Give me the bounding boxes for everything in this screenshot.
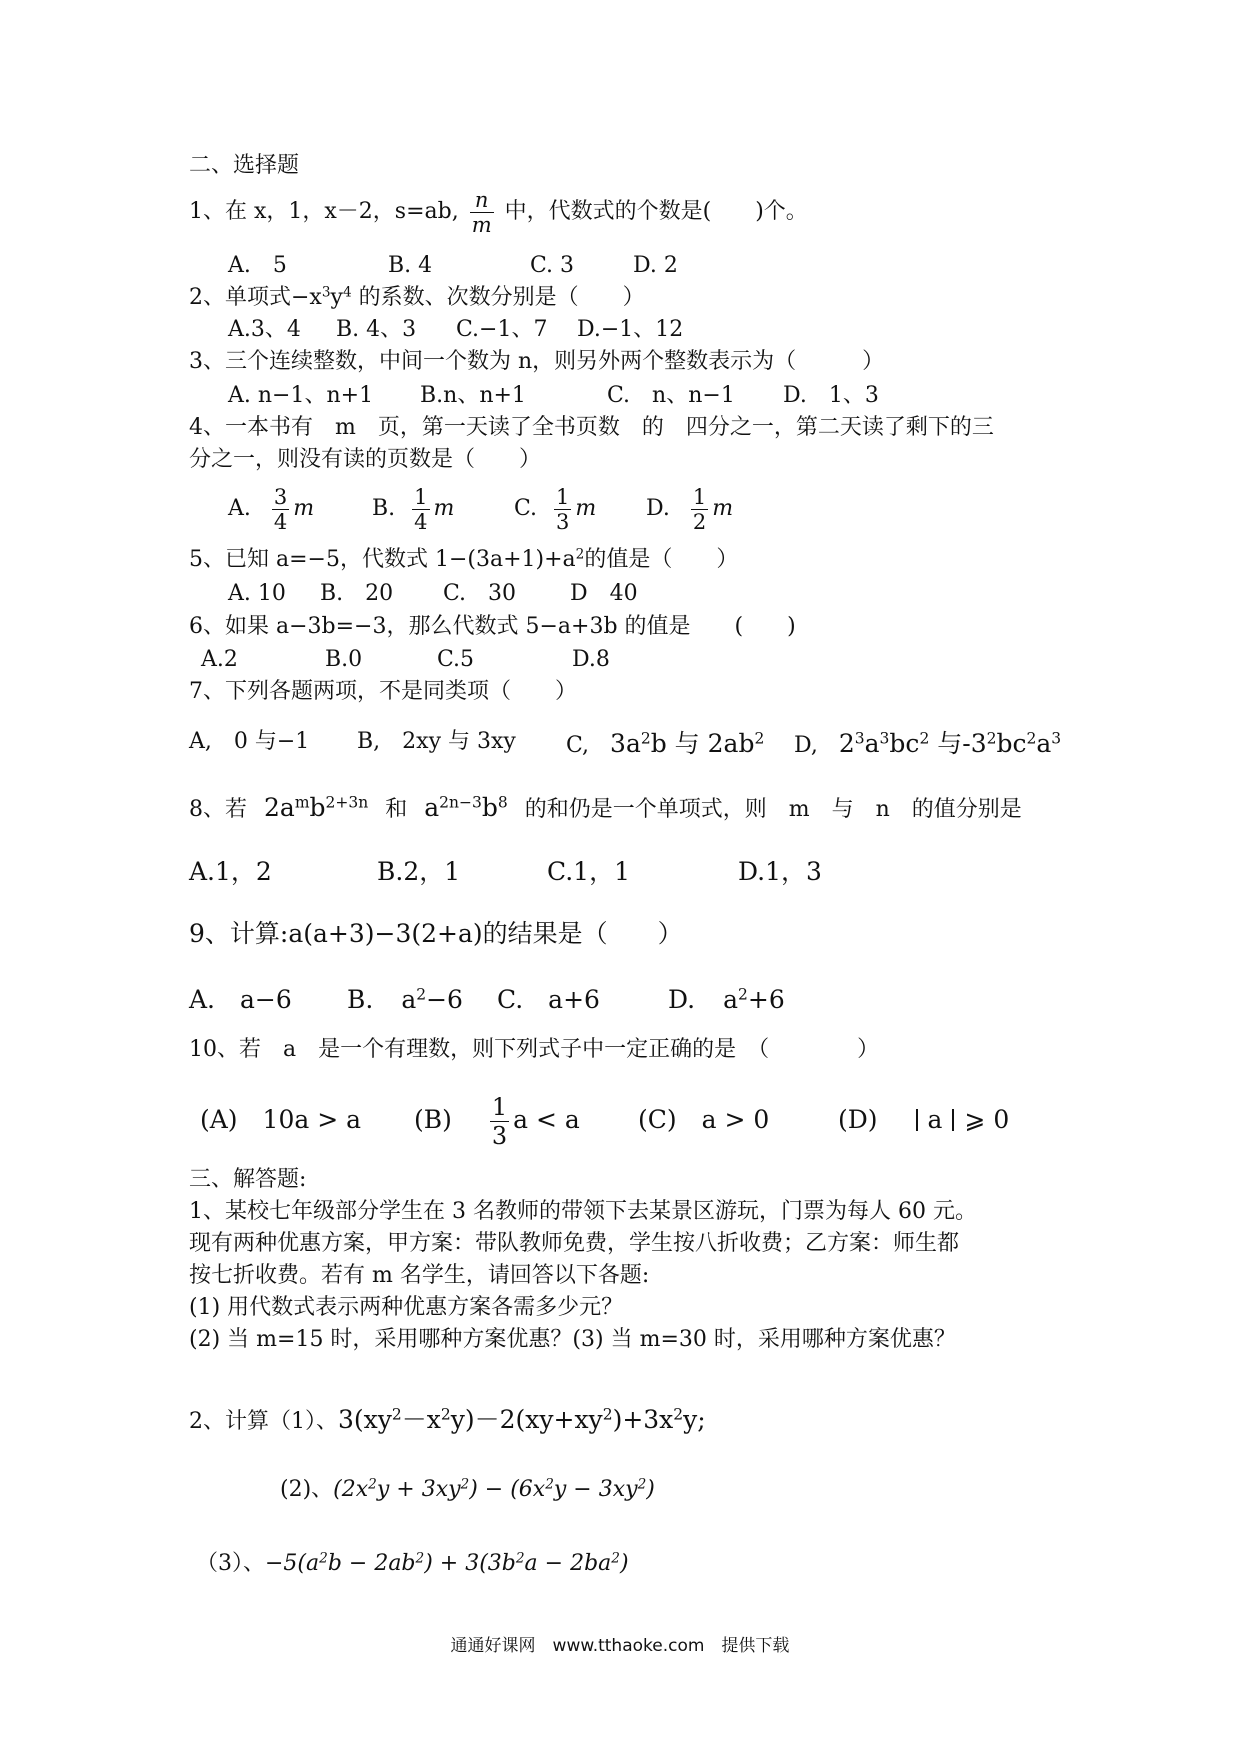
q5-option-a: A. 10 (228, 581, 286, 606)
footer-credit: 通通好课网 www.tthaoke.com 提供下载 (450, 1636, 790, 1656)
q1-option-b: B. 4 (388, 253, 433, 278)
abs-bar-right (952, 1109, 954, 1131)
q8-option-d: D.1，3 (738, 857, 822, 886)
problem-1-line-5: (2) 当 m=15 时，采用哪种方案优惠？(3) 当 m=30 时，采用哪种方案优惠？ (189, 1327, 956, 1352)
question-5: 5、已知 a=−5，代数式 $1-(3a+1)+a^2$的值是（ ） (189, 546, 739, 572)
q2-option-c: C.−1、7 (456, 317, 548, 342)
question-2: 2、单项式$-x^3y^4$ 的系数、次数分别是（ ） (189, 284, 645, 310)
q2-option-a: A.3、4 (228, 317, 301, 342)
question-4-line-2: 分之一，则没有读的页数是（ ） (189, 447, 542, 472)
q1-fraction: $\frac{n}{m}$ (471, 187, 492, 237)
q8-option-b: B.2，1 (377, 857, 461, 886)
question-7: 7、下列各题两项，不是同类项（ ） (189, 679, 577, 704)
q4-option-d: D. $\frac{1}{2}$ m (646, 484, 734, 534)
q5-option-c: C. 30 (443, 581, 517, 606)
q9-option-b: B. $a^2-6$ (347, 985, 463, 1014)
question-4-line-1: 4、一本书有 m 页，第一天读了全书页数 的 四分之一，第二天读了剩下的三 (189, 415, 994, 440)
q6-option-a: A.2 (201, 647, 238, 672)
abs-bar-left (916, 1109, 918, 1131)
q10-option-d: (D) a ⩾ 0 (838, 1105, 1010, 1134)
q6-option-b: B.0 (325, 647, 363, 672)
question-3: 3、三个连续整数，中间一个数为 n，则另外两个整数表示为（ ） (189, 349, 885, 374)
q9-option-d: D. $a^2+6$ (668, 985, 785, 1014)
problem-1-line-4: (1) 用代数式表示两种优惠方案各需多少元？ (189, 1295, 624, 1320)
q10-option-c: (C) a > 0 (638, 1105, 770, 1134)
problem-1-line-1: 1、某校七年级部分学生在 3 名教师的带领下去某景区游玩，门票为每人 60 元。 (189, 1199, 977, 1224)
q7-option-d: D, $2^3a^3bc^2$ 与$-3^2bc^2a^3$ (794, 729, 1062, 758)
q7-option-b: B, 2xy 与 3xy (357, 729, 516, 754)
problem-1-line-2: 现有两种优惠方案，甲方案：带队教师免费，学生按八折收费；乙方案：师生都 (189, 1231, 960, 1256)
q3-option-b: B.n、n+1 (420, 383, 526, 408)
q3-option-a: A. n−1、n+1 (228, 383, 374, 408)
q6-option-c: C.5 (437, 647, 475, 672)
q10-option-a: (A) 10a > a (200, 1105, 362, 1134)
question-1 (189, 186, 808, 238)
q1-stem-pre: 1、在 x，1，x－2，s=ab, (189, 199, 459, 224)
q7-option-a: A, 0 与−1 (189, 729, 310, 754)
problem-2-line-3: （3）、$-5(a^2b - 2ab^2) + 3(3b^2a - 2ba^2)$ (196, 1550, 629, 1576)
question-6: 6、如果 a−3b=−3，那么代数式 5−a+3b 的值是 ( ) (189, 614, 796, 639)
q3-option-d: D. 1、3 (783, 383, 879, 408)
q10-option-b: (B) $\frac{1}{3}$ a < a (414, 1093, 580, 1150)
problem-2-line-1: 2、计算（1）、$3(xy^2-x^2y)-2(xy+xy^2)+3x^2y$; (189, 1405, 706, 1434)
q1-option-a: A. 5 (228, 253, 287, 278)
q1-option-d: D. 2 (633, 253, 678, 278)
q6-option-d: D.8 (572, 647, 610, 672)
q9-option-a: A. a−6 (189, 985, 292, 1014)
q3-option-c: C. n、n−1 (607, 383, 735, 408)
q5-option-b: B. 20 (320, 581, 394, 606)
section-title: 二、选择题 (189, 153, 300, 178)
q8-option-c: C.1，1 (547, 857, 630, 886)
problem-2-line-2: (2)、$(2x^2y + 3xy^2) - (6x^2y - 3xy^2)$ (280, 1476, 655, 1502)
q1-option-c: C. 3 (530, 253, 575, 278)
q4-option-c: C. $\frac{1}{3}$ m (514, 484, 597, 534)
q2-option-d: D.−1、12 (577, 317, 684, 342)
q8-option-a: A.1，2 (189, 857, 272, 886)
question-10: 10、若 a 是一个有理数，则下列式子中一定正确的是 （ ） (189, 1037, 880, 1062)
q7-option-c: C, $3a^2b$ 与 $2ab^2$ (566, 729, 765, 758)
q4-option-b: B. $\frac{1}{4}$ m (372, 484, 455, 534)
q2-option-b: B. 4、3 (336, 317, 417, 342)
problem-1-line-3: 按七折收费。若有 m 名学生，请回答以下各题: (189, 1263, 650, 1288)
question-9: 9、计算:a(a+3)−3(2+a)的结果是（ ） (189, 919, 683, 948)
q1-stem-post: 中，代数式的个数是( )个。 (504, 199, 808, 224)
q4-option-a: A. $\frac{3}{4}$ m (228, 484, 315, 534)
question-8: 8、若 $2a^mb^{2+3n}$ 和 $a^{2n-3}b^8$ 的和仍是一个单项式，则 m 与 n 的值分别是 (189, 793, 1022, 822)
q9-option-c: C. a+6 (497, 985, 600, 1014)
section-title: 三、解答题: (189, 1167, 307, 1192)
q5-option-d: D 40 (570, 581, 638, 606)
